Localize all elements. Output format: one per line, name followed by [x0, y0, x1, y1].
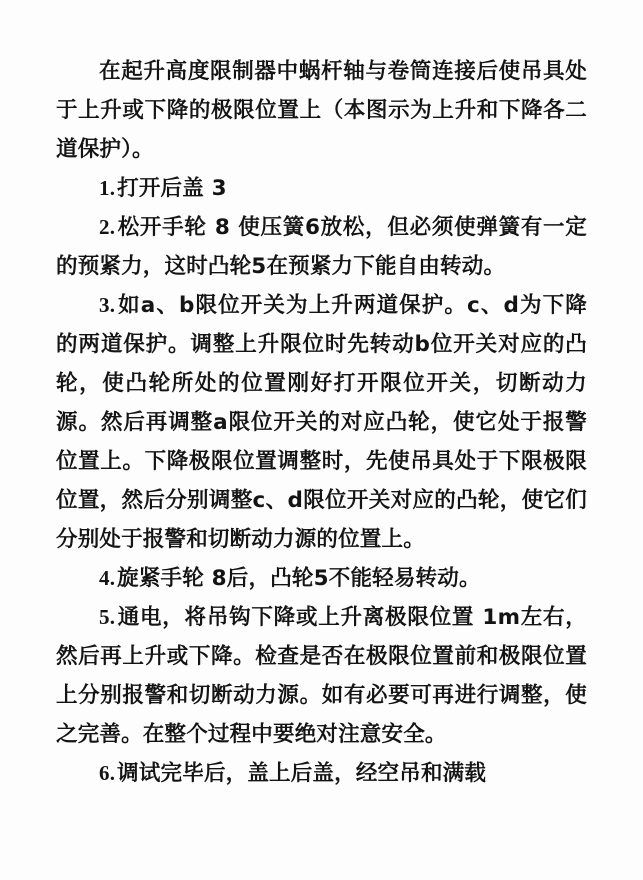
- list-text: 调试完毕后，盖上后盖，经空吊和满载: [117, 761, 487, 786]
- document-body: [56, 52, 587, 793]
- list-text: 旋紧手轮 8后，凸轮5不能轻易转动。: [117, 566, 481, 591]
- list-number: 1.: [99, 176, 116, 200]
- paragraph-step-2: [56, 208, 587, 286]
- paragraph-step-3: [56, 286, 587, 559]
- paragraph-step-4: [56, 559, 587, 598]
- paragraph-step-6: [56, 754, 587, 793]
- paragraph-intro: 在起升高度限制器中蜗杆轴与卷筒连接后使吊具处于上升或下降的极限位置上（本图示为上升和下降各二道保护）。: [56, 59, 587, 162]
- paragraph-step-1: [56, 169, 587, 208]
- list-text: 打开后盖 3: [117, 176, 227, 201]
- list-text: 松开手轮 8 使压簧6放松，但必须使弹簧有一定的预紧力，这时凸轮5在预紧力下能自由转动。: [56, 215, 587, 279]
- list-text: 通电，将吊钩下降或上升离极限位置 1m左右，然后再上升或下降。检查是否在极限位置前和极限位置上分别报警和切断动力源。如有必要可再进行调整，使之完善。在整个过程中要绝对注意安全。: [56, 605, 587, 747]
- list-text: 如a、b限位开关为上升两道保护。c、d为下降的两道保护。调整上升限位时先转动b位开关对应的凸轮，使凸轮所处的位置刚好打开限位开关，切断动力源。然后再调整a限位开关的对应凸轮，使它处于报警位置上。下降极限位置调整时，先使吊具处于下限极限位置，然后分别调整c、d限位开关对应的凸轮，使它们分别处于报警和切断动力源的位置上。: [56, 293, 587, 552]
- list-number: 3.: [99, 293, 116, 317]
- list-number: 6.: [99, 761, 116, 785]
- list-number: 4.: [99, 566, 116, 590]
- paragraph-step-5: [56, 598, 587, 754]
- list-number: 2.: [99, 215, 116, 239]
- list-number: 5.: [99, 605, 116, 629]
